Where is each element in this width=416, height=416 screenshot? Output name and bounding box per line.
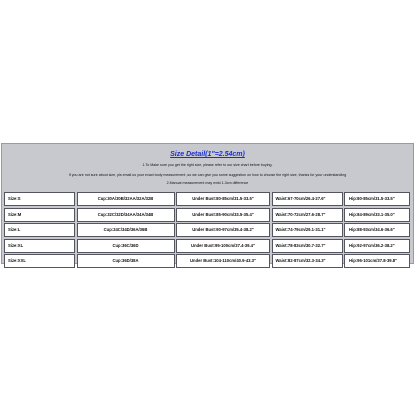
waist-cell: Waist:78-83cm/30.7-32.7" bbox=[272, 239, 343, 253]
size-note-3: 2.Manual measurement may exist 1-3cm difference bbox=[166, 181, 249, 185]
size-table bbox=[4, 192, 410, 270]
size-chart-title: Size Detail(1"=2.54cm) bbox=[170, 151, 245, 158]
size-row-xl bbox=[4, 239, 410, 253]
under-bust-cell: Under Bust:104-110cm/40.9-43.3" bbox=[176, 254, 270, 268]
waist-cell: Waist:70-72cm/27.6-28.7" bbox=[272, 208, 343, 222]
hip-cell: Hip:92-97cm/36.2-38.2" bbox=[344, 239, 410, 253]
under-bust-cell: Under Bust:85-90cm/33.5-35.4" bbox=[176, 208, 270, 222]
size-cell: Size:S bbox=[4, 192, 75, 206]
size-row-xxl bbox=[4, 254, 410, 268]
size-row-l bbox=[4, 223, 410, 237]
size-chart bbox=[1, 143, 414, 264]
cup-cell: Cup:34C/34D/36A/36B bbox=[77, 223, 175, 237]
size-cell: Size:XXL bbox=[4, 254, 75, 268]
cup-cell: Cup:36C/36D bbox=[77, 239, 175, 253]
waist-cell: Waist:74-79cm/29.1-31.1" bbox=[272, 223, 343, 237]
cup-cell: Cup:32C/32D/34AA/34A/34B bbox=[77, 208, 175, 222]
size-note-2: If you are not sure about size, pls email us your exact body measurement ,so we can give you some suggestion on how to choose the right size, thanks for your understanding bbox=[68, 173, 347, 177]
size-cell: Size:XL bbox=[4, 239, 75, 253]
size-row-m bbox=[4, 208, 410, 222]
waist-cell: Waist:82-87cm/32.3-34.3" bbox=[272, 254, 343, 268]
size-cell: Size:L bbox=[4, 223, 75, 237]
size-row-s bbox=[4, 192, 410, 206]
hip-cell: Hip:88-93cm/34.6-36.6" bbox=[344, 223, 410, 237]
hip-cell: Hip:84-89cm/33.1-35.0" bbox=[344, 208, 410, 222]
hip-cell: Hip:80-85cm/31.5-33.5" bbox=[344, 192, 410, 206]
size-note-1: 1.To Make sure you get the right size, please refer to our size chart before buying. bbox=[142, 163, 273, 167]
size-chart-header bbox=[2, 144, 413, 192]
under-bust-cell: Under Bust:80-85cm/31.5-33.5" bbox=[176, 192, 270, 206]
size-cell: Size:M bbox=[4, 208, 75, 222]
cup-cell: Cup:30A/30B/32AA/32A/32B bbox=[77, 192, 175, 206]
under-bust-cell: Under Bust:90-97cm/35.4-38.2" bbox=[176, 223, 270, 237]
hip-cell: Hip:96-101cm/37.8-39.8" bbox=[344, 254, 410, 268]
under-bust-cell: Under Bust:95-100cm/37.4-39.4" bbox=[176, 239, 270, 253]
waist-cell: Waist:67-70cm/26.4-27.6" bbox=[272, 192, 343, 206]
cup-cell: Cup:36D/38A bbox=[77, 254, 175, 268]
